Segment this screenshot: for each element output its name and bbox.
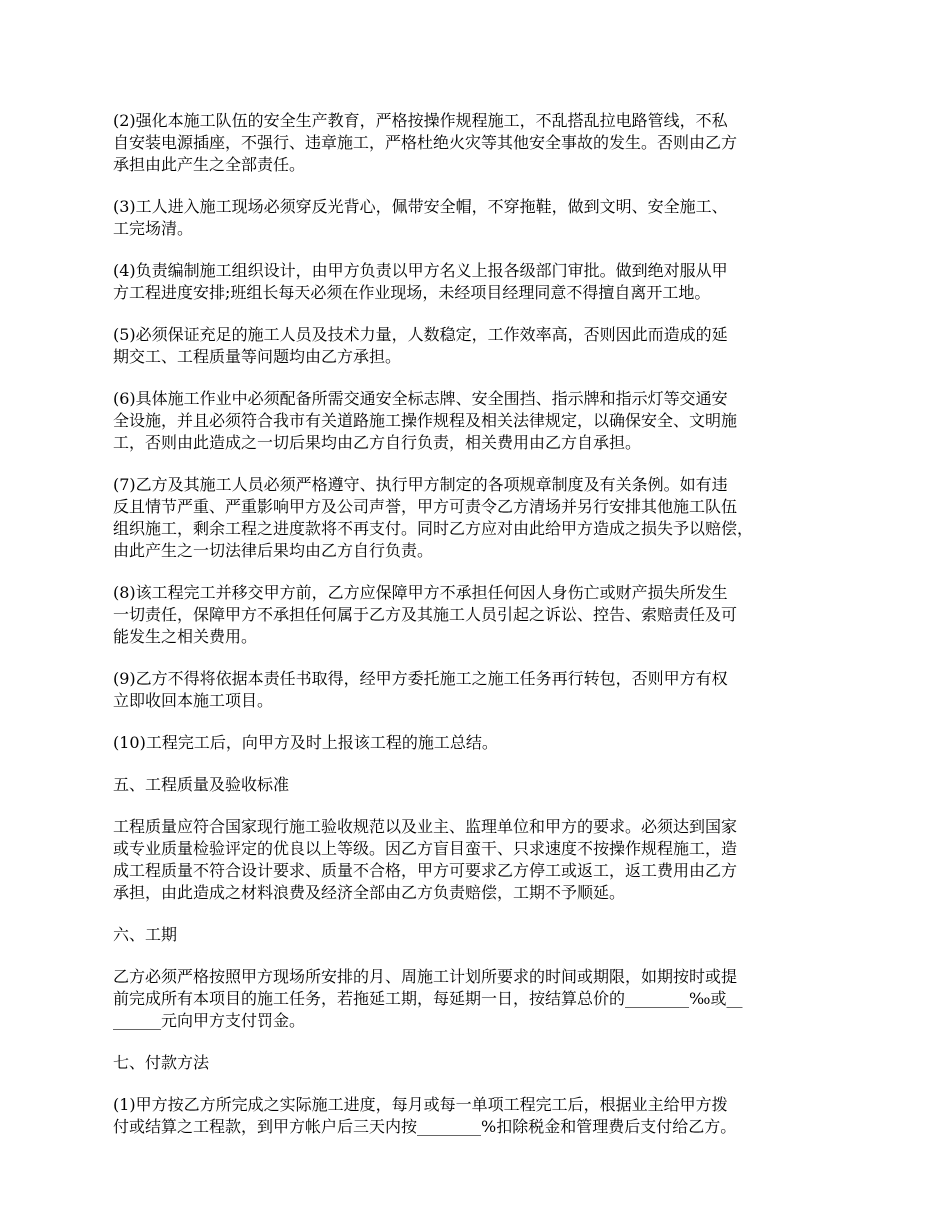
section-heading-payment: 七、付款方法 [113, 1053, 210, 1072]
section-heading-quality: 五、工程质量及验收标准 [113, 775, 290, 794]
text-line: 付或结算之工程款，到甲方帐户后三天内按________%扣除税金和管理费后支付给乙方。 [113, 1117, 737, 1136]
text-line: (9)乙方不得将依据本责任书取得，经甲方委托施工之施工任务再行转包，否则甲方有权 [113, 669, 728, 688]
text-line: 承担，由此造成之材料浪费及经济全部由乙方负责赔偿，工期不予顺延。 [113, 883, 626, 902]
text-line: 一切责任，保障甲方不承担任何属于乙方及其施工人员引起之诉讼、控告、索赔责任及可 [113, 605, 738, 624]
text-line: 立即收回本施工项目。 [113, 691, 274, 710]
text-line: 承担由此产生之全部责任。 [113, 155, 306, 174]
section-heading-schedule: 六、工期 [113, 925, 178, 944]
clause-6 [113, 388, 853, 454]
text-line: 全设施，并且必须符合我市有关道路施工操作规程及相关法律规定，以确保安全、文明施 [113, 411, 738, 430]
text-line: (3)工人进入施工现场必须穿反光背心，佩带安全帽，不穿拖鞋，做到文明、安全施工、 [113, 197, 728, 216]
text-line: 工完场清。 [113, 219, 194, 238]
clause-4 [113, 260, 853, 304]
text-line: 工，否则由此造成之一切后果均由乙方自行负责，相关费用由乙方自承担。 [113, 433, 642, 452]
text-line: 期交工、工程质量等问题均由乙方承担。 [113, 347, 402, 366]
text-line: 工程质量应符合国家现行施工验收规范以及业主、监理单位和甲方的要求。必须达到国家 [113, 817, 738, 836]
section-payment-clause-1 [113, 1094, 853, 1138]
text-line: (4)负责编制施工组织设计，由甲方负责以甲方名义上报各级部门审批。做到绝对服从甲 [113, 261, 728, 280]
text-line: 由此产生之一切法律后果均由乙方自行负责。 [113, 541, 434, 560]
text-line: (8)该工程完工并移交甲方前，乙方应保障甲方不承担任何因人身伤亡或财产损失所发生 [113, 583, 728, 602]
text-line: (6)具体施工作业中必须配备所需交通安全标志牌、安全围挡、指示牌和指示灯等交通安 [113, 389, 728, 408]
clause-5 [113, 324, 853, 368]
text-line: (1)甲方按乙方所完成之实际施工进度，每月或每一单项工程完工后，根据业主给甲方拨 [113, 1095, 728, 1114]
text-line: 组织施工，剩余工程之进度款将不再支付。同时乙方应对由此给甲方造成之损失予以赔偿， [113, 519, 754, 538]
clause-10 [113, 732, 853, 754]
clause-3 [113, 196, 853, 240]
section-body-quality [113, 816, 853, 904]
text-line: 能发生之相关费用。 [113, 627, 258, 646]
text-line: 成工程质量不符合设计要求、质量不合格，甲方可要求乙方停工或返工，返工费用由乙方 [113, 861, 738, 880]
clause-9 [113, 668, 853, 712]
text-line: 反且情节严重、严重影响甲方及公司声誉，甲方可责令乙方清场并另行安排其他施工队伍 [113, 497, 738, 516]
clause-2 [113, 110, 853, 176]
clause-7 [113, 474, 853, 562]
text-line: (5)必须保证充足的施工人员及技术力量，人数稳定，工作效率高，否则因此而造成的延 [113, 325, 728, 344]
text-line: ______元向甲方支付罚金。 [113, 1011, 306, 1030]
text-line: 前完成所有本项目的施工任务，若拖延工期，每延期一日，按结算总价的________‰或__ [113, 989, 743, 1008]
document-page [113, 110, 853, 1158]
text-line: 或专业质量检验评定的优良以上等级。因乙方盲目蛮干、只求速度不按操作规程施工，造 [113, 839, 738, 858]
text-line: (7)乙方及其施工人员必须严格遵守、执行甲方制定的各项规章制度及有关条例。如有违 [113, 475, 728, 494]
text-line: (2)强化本施工队伍的安全生产教育，严格按操作规程施工，不乱搭乱拉电路管线，不私 [113, 111, 728, 130]
section-body-schedule [113, 966, 853, 1032]
clause-8 [113, 582, 853, 648]
text-line: (10)工程完工后，向甲方及时上报该工程的施工总结。 [113, 733, 498, 752]
text-line: 方工程进度安排;班组长每天必须在作业现场，未经项目经理同意不得擅自离开工地。 [113, 283, 711, 302]
text-line: 乙方必须严格按照甲方现场所安排的月、周施工计划所要求的时间或期限，如期按时或提 [113, 967, 738, 986]
text-line: 自安装电源插座，不强行、违章施工，严格杜绝火灾等其他安全事故的发生。否则由乙方 [113, 133, 738, 152]
